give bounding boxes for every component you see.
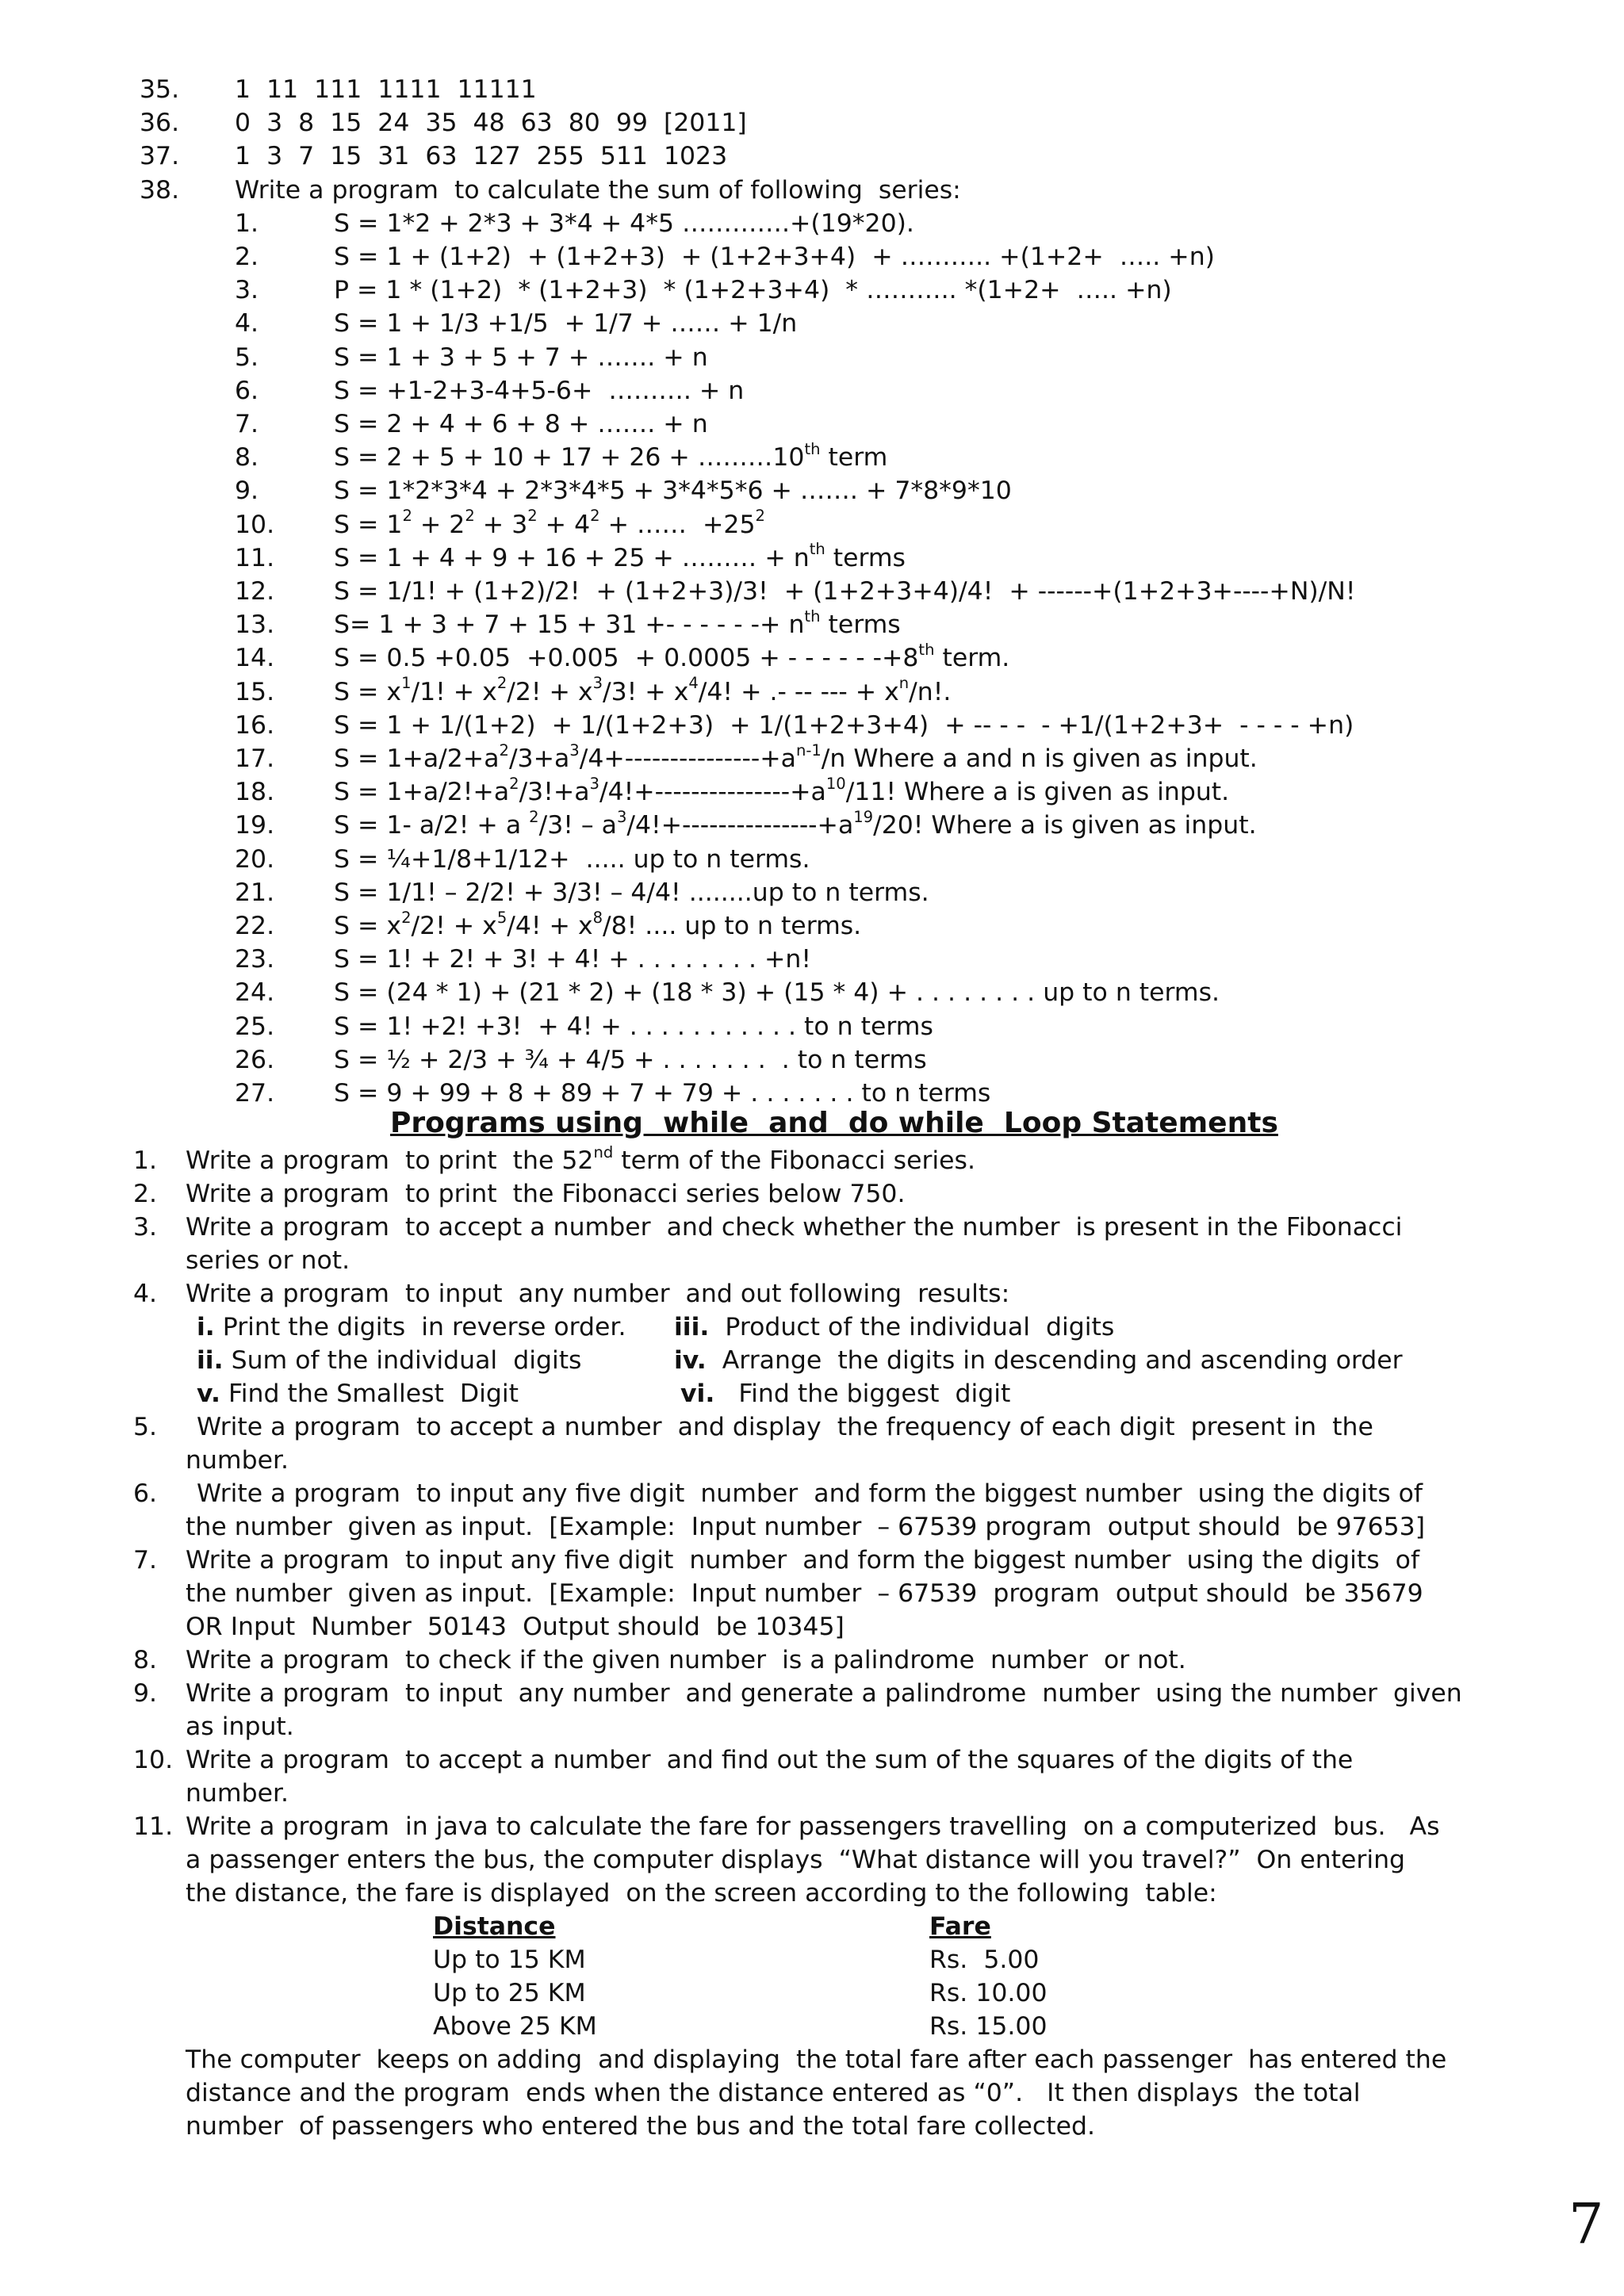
question-number: 9. bbox=[133, 1679, 158, 1708]
superscript: 5 bbox=[496, 908, 508, 927]
superscript: 3 bbox=[616, 807, 627, 826]
question-continuation: OR Input Number 50143 Output should be 10345] bbox=[186, 1613, 845, 1641]
question-text: Write a program to input any number and generate a palindrome number using the number given bbox=[186, 1679, 1462, 1708]
question-text: Write a program to print the 52nd term of the Fibonacci series. bbox=[186, 1142, 975, 1175]
question-number: 3. bbox=[133, 1213, 158, 1242]
sub-task-label: vi. bbox=[680, 1380, 715, 1408]
sub-series-formula: S = 9 + 99 + 8 + 89 + 7 + 79 + . . . . . . . to n terms bbox=[334, 1079, 991, 1108]
sub-series-formula: S = 2 + 5 + 10 + 17 + 26 + ………10th term bbox=[334, 439, 888, 473]
question-38-text: Write a program to calculate the sum of following series: bbox=[235, 175, 961, 205]
question-number: 1. bbox=[133, 1146, 158, 1175]
question-continuation: the distance, the fare is displayed on the screen according to the following table: bbox=[186, 1879, 1217, 1908]
fare-table-fare-cell: Rs. 5.00 bbox=[929, 1946, 1040, 1974]
superscript: 2 bbox=[590, 507, 600, 526]
superscript: 10 bbox=[825, 774, 846, 793]
sub-series-formula: S = 1*2*3*4 + 2*3*4*5 + 3*4*5*6 + ……. + 7*8*9*10 bbox=[334, 476, 1012, 506]
fare-table-header-fare: Fare bbox=[929, 1912, 991, 1941]
question-text: Write a program to accept a number and display the frequency of each digit present in the bbox=[197, 1413, 1373, 1441]
series-item-number: 36. bbox=[140, 109, 180, 138]
question-text: Write a program to check if the given number is a palindrome number or not. bbox=[186, 1646, 1186, 1674]
question-text: Write a program to input any five digit number and form the biggest number using the digits of bbox=[197, 1479, 1423, 1508]
question-number: 10. bbox=[133, 1746, 174, 1774]
sub-series-number: 15. bbox=[235, 677, 275, 706]
sub-series-formula: S = +1-2+3-4+5-6+ ………. + n bbox=[334, 376, 745, 405]
sub-series-formula: S = 1 + 1/3 +1/5 + 1/7 + …… + 1/n bbox=[334, 309, 798, 339]
superscript: 8 bbox=[592, 908, 603, 927]
sub-series-number: 11. bbox=[235, 543, 275, 572]
sub-series-formula: S = 1- a/2! + a $^2$/3! – $a^3/4!+---------------+a^{19}/20$! Where a is given as input. bbox=[334, 807, 1257, 840]
sub-series-number: 4. bbox=[235, 309, 259, 339]
sub-series-number: 14. bbox=[235, 644, 275, 673]
sub-series-number: 12. bbox=[235, 577, 275, 606]
superscript: th bbox=[918, 640, 935, 659]
sub-series-formula: S = 1*2 + 2*3 + 3*4 + 4*5 ………….+(19*20). bbox=[334, 209, 914, 238]
sub-series-number: 18. bbox=[235, 778, 275, 807]
sub-series-formula: S = 1! +2! +3! + 4! + . . . . . . . . . . . to n terms bbox=[334, 1012, 933, 1041]
sub-series-number: 9. bbox=[235, 476, 259, 506]
sub-series-number: 17. bbox=[235, 744, 275, 773]
question-continuation: the number given as input. [Example: Input number – 67539 program output should be 97653] bbox=[186, 1513, 1425, 1541]
superscript: 2 bbox=[755, 507, 765, 526]
superscript: 2 bbox=[509, 774, 519, 793]
question-text: Write a program to accept a number and find out the sum of the squares of the digits of the bbox=[186, 1746, 1354, 1774]
question-number: 5. bbox=[133, 1413, 158, 1441]
question-continuation: series or not. bbox=[186, 1246, 350, 1275]
sub-series-number: 23. bbox=[235, 945, 275, 974]
sub-task-left: i. Print the digits in reverse order. bbox=[197, 1313, 642, 1341]
page-number: 7 bbox=[1568, 2191, 1604, 2256]
sub-series-formula: S = 1 + (1+2) + (1+2+3) + (1+2+3+4) + ……….. +(1+2+ ….. +n) bbox=[334, 243, 1215, 271]
question-continuation: as input. bbox=[186, 1712, 294, 1741]
superscript: 2 bbox=[465, 507, 475, 526]
superscript: n-1 bbox=[795, 740, 822, 760]
sub-series-number: 10. bbox=[235, 510, 275, 539]
superscript: 2 bbox=[499, 740, 509, 760]
superscript: n bbox=[898, 674, 910, 693]
question-number: 4. bbox=[133, 1280, 158, 1308]
fare-table-distance-cell: Up to 15 KM bbox=[433, 1946, 586, 1974]
question-continuation: number. bbox=[186, 1779, 289, 1808]
closing-paragraph-line: distance and the program ends when the distance entered as “0”. It then displays the total bbox=[186, 2079, 1361, 2107]
sub-series-number: 7. bbox=[235, 410, 259, 438]
sub-task-right: iii. Product of the individual digits bbox=[674, 1313, 1115, 1341]
series-item-number: 37. bbox=[140, 142, 180, 171]
sub-task-left: ii. Sum of the individual digits bbox=[197, 1346, 630, 1375]
section-heading: Programs using while and do while Loop Statements bbox=[390, 1107, 1278, 1139]
superscript: 2 bbox=[496, 674, 508, 693]
closing-paragraph-line: The computer keeps on adding and displaying the total fare after each passenger has entered the bbox=[186, 2045, 1447, 2074]
sub-series-formula: S = ½ + 2/3 + ¾ + 4/5 + . . . . . . . . to n terms bbox=[334, 1045, 927, 1074]
superscript: 4 bbox=[688, 674, 699, 693]
sub-series-formula: S = 1 + 4 + 9 + 16 + 25 + ……… + $n^{th}$ terms bbox=[334, 540, 906, 572]
sub-task-label: ii. bbox=[197, 1346, 224, 1375]
sub-series-formula: S = 1/1! – 2/2! + 3/3! – 4/4! ........up to n terms. bbox=[334, 878, 929, 907]
superscript: 2 bbox=[527, 507, 538, 526]
question-number: 8. bbox=[133, 1646, 158, 1674]
series-item-number: 35. bbox=[140, 75, 180, 104]
superscript: th bbox=[804, 607, 821, 626]
sub-series-number: 1. bbox=[235, 209, 259, 238]
sub-task-label: i. bbox=[197, 1313, 215, 1341]
sub-series-formula: S = 2 + 4 + 6 + 8 + ……. + n bbox=[334, 410, 708, 438]
sub-series-number: 6. bbox=[235, 376, 259, 405]
sub-series-number: 27. bbox=[235, 1079, 275, 1108]
sub-series-number: 24. bbox=[235, 978, 275, 1008]
sub-series-number: 8. bbox=[235, 443, 259, 473]
superscript: 3 bbox=[589, 774, 599, 793]
sub-series-number: 16. bbox=[235, 710, 275, 740]
sub-series-number: 22. bbox=[235, 912, 275, 940]
sub-series-formula: S = 1 + 1/(1+2) + 1/(1+2+3) + 1/(1+2+3+4) + -- - - - +1/(1+2+3+ - - - - +n) bbox=[334, 710, 1354, 740]
fare-table-distance-cell: Above 25 KM bbox=[433, 2012, 597, 2041]
sub-series-formula: $S = 1+a/2+a^2/3+a^3/4+---------------+a^{n-1}/n$ Where a and n is given as input. bbox=[334, 740, 1258, 773]
superscript: nd bbox=[593, 1142, 614, 1161]
question-text: Write a program to input any five digit number and form the biggest number using the digits of bbox=[186, 1546, 1420, 1575]
sub-task-right: vi. Find the biggest digit bbox=[680, 1380, 1011, 1408]
question-continuation: a passenger enters the bus, the computer displays “What distance will you travel?” On entering bbox=[186, 1846, 1406, 1874]
sub-series-formula: S = (24 * 1) + (21 * 2) + (18 * 3) + (15 * 4) + . . . . . . . . up to n terms. bbox=[334, 978, 1220, 1008]
superscript: 2 bbox=[402, 507, 412, 526]
sub-series-number: 26. bbox=[235, 1045, 275, 1074]
series-item-text: 1 11 111 1111 11111 bbox=[235, 75, 537, 104]
sub-series-number: 5. bbox=[235, 342, 259, 372]
sub-series-formula: S= 1 + 3 + 7 + 15 + 31 +- - - - - -+ $n^{th}$ terms bbox=[334, 607, 901, 640]
sub-series-formula: S = 1! + 2! + 3! + 4! + . . . . . . . . +n! bbox=[334, 945, 811, 974]
sub-series-formula: S = ¼+1/8+1/12+ ..... up to n terms. bbox=[334, 844, 810, 874]
fare-table-fare-cell: Rs. 10.00 bbox=[929, 1979, 1048, 2007]
fare-table-fare-cell: Rs. 15.00 bbox=[929, 2012, 1048, 2041]
question-text: Write a program to input any number and out following results: bbox=[186, 1280, 1010, 1308]
superscript: 2 bbox=[529, 807, 539, 826]
sub-series-formula: $S = 1+a/2!+a^2/3!+a^3/4!+---------------+a^{10}/11$! Where a is given as input. bbox=[334, 774, 1230, 807]
sub-series-formula: $S = 1^2 + 2^2 + 3^2 + 4^2$ + …… $+25^2$ bbox=[334, 507, 765, 539]
fare-table-distance-cell: Up to 25 KM bbox=[433, 1979, 586, 2007]
superscript: 3 bbox=[569, 740, 580, 760]
question-number: 7. bbox=[133, 1546, 158, 1575]
question-number: 11. bbox=[133, 1812, 174, 1841]
sub-series-formula: S = 1 + 3 + 5 + 7 + ……. + n bbox=[334, 342, 708, 372]
superscript: 3 bbox=[592, 674, 603, 693]
series-item-text: 1 3 7 15 31 63 127 255 511 1023 bbox=[235, 142, 728, 171]
question-text: Write a program to print the Fibonacci series below 750. bbox=[186, 1180, 906, 1208]
question-continuation: number. bbox=[186, 1446, 289, 1475]
sub-series-formula: P = 1 * (1+2) * (1+2+3) * (1+2+3+4) * ……….. *(1+2+ ….. +n) bbox=[334, 276, 1172, 305]
sub-task-label: iii. bbox=[674, 1313, 710, 1341]
sub-series-formula: $S = x^2/2$! + $x^5/4$! + $x^8/8$! .... up to n terms. bbox=[334, 908, 862, 940]
superscript: th bbox=[804, 439, 821, 458]
sub-series-number: 25. bbox=[235, 1012, 275, 1041]
question-text: Write a program to accept a number and check whether the number is present in the Fibonacci bbox=[186, 1213, 1403, 1242]
fare-table-header-distance: Distance bbox=[433, 1912, 556, 1941]
question-number: 6. bbox=[133, 1479, 158, 1508]
sub-series-formula: S = 1/1! + (1+2)/2! + (1+2+3)/3! + (1+2+3+4)/4! + ------+(1+2+3+----+N)/N! bbox=[334, 577, 1356, 606]
closing-paragraph-line: number of passengers who entered the bus and the total fare collected. bbox=[186, 2112, 1095, 2141]
question-continuation: the number given as input. [Example: Input number – 67539 program output should be 35679 bbox=[186, 1579, 1423, 1608]
sub-task-label: v. bbox=[197, 1380, 220, 1408]
superscript: 1 bbox=[401, 674, 412, 693]
sub-task-right: iv. Arrange the digits in descending and ascending order bbox=[674, 1346, 1403, 1375]
superscript: 19 bbox=[853, 807, 874, 826]
sub-series-number: 21. bbox=[235, 878, 275, 907]
sub-series-number: 13. bbox=[235, 610, 275, 640]
sub-series-number: 2. bbox=[235, 243, 259, 271]
question-number: 2. bbox=[133, 1180, 158, 1208]
sub-series-number: 20. bbox=[235, 844, 275, 874]
sub-series-formula: $S = x^1/1$! + $x^2/2$! + $x^3/3$! + $x^4/4$! + .- -- --- + $x^n/n$!. bbox=[334, 674, 952, 706]
series-item-number: 38. bbox=[140, 175, 180, 205]
sub-task-left: v. Find the Smallest Digit bbox=[197, 1380, 607, 1408]
question-text: Write a program in java to calculate the fare for passengers travelling on a computerized bus. As bbox=[186, 1812, 1440, 1841]
sub-series-formula: S = 0.5 +0.05 +0.005 + 0.0005 + - - - - - -+8th term. bbox=[334, 640, 1010, 673]
superscript: th bbox=[809, 540, 825, 559]
superscript: 2 bbox=[401, 908, 412, 927]
sub-series-number: 3. bbox=[235, 276, 259, 305]
series-item-text: 0 3 8 15 24 35 48 63 80 99 [2011] bbox=[235, 109, 747, 138]
sub-series-number: 19. bbox=[235, 811, 275, 840]
sub-task-label: iv. bbox=[674, 1346, 707, 1375]
